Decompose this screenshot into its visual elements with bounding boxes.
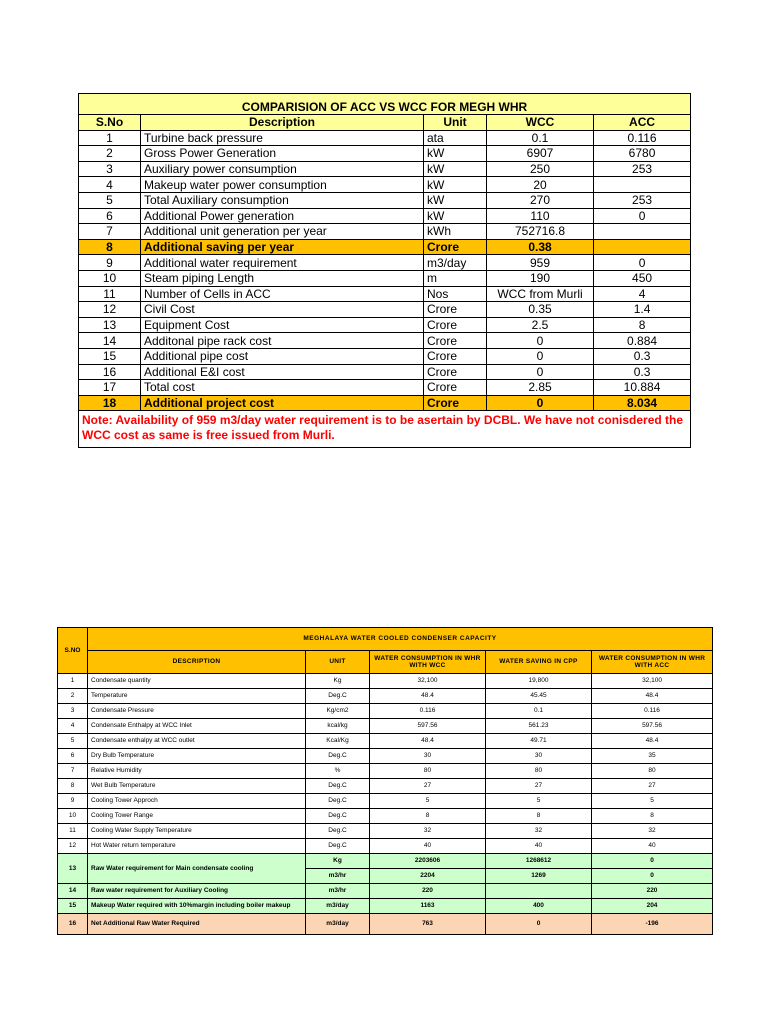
table-row-highlight: [58, 884, 713, 899]
cell-description: Condensate Enthalpy at WCC Inlet: [88, 719, 306, 734]
cell-wcc: 80: [370, 764, 486, 779]
cell-sno: 9: [79, 255, 141, 271]
cell-cpp: 8: [486, 809, 592, 824]
cell-wcc: 40: [370, 839, 486, 854]
cell-cpp: 1268612: [486, 854, 592, 869]
cell-wcc: 2.85: [487, 380, 594, 396]
table-row: [79, 317, 691, 333]
cell-cpp: 561.23: [486, 719, 592, 734]
cell-cpp: 0: [486, 914, 592, 935]
cell-description: Turbine back pressure: [141, 130, 424, 146]
cell-cpp: 30: [486, 749, 592, 764]
cell-cpp: 5: [486, 794, 592, 809]
cell-acc: 0: [592, 869, 713, 884]
cell-wcc: 0: [487, 395, 594, 411]
cell-wcc: 0: [487, 364, 594, 380]
cell-acc: 6780: [594, 146, 691, 162]
cell-unit: kW: [424, 177, 487, 193]
cell-acc: 253: [594, 192, 691, 208]
cell-description: Total Auxiliary consumption: [141, 192, 424, 208]
cell-wcc: 20: [487, 177, 594, 193]
cell-wcc: 0.1: [487, 130, 594, 146]
cell-cpp: 80: [486, 764, 592, 779]
table-row: [79, 270, 691, 286]
cell-acc: 48.4: [592, 689, 713, 704]
cell-sno: 18: [79, 395, 141, 411]
cell-unit: Crore: [424, 348, 487, 364]
cell-sno: 15: [58, 899, 88, 914]
cell-unit: m3/hr: [306, 884, 370, 899]
cell-wcc: 6907: [487, 146, 594, 162]
cell-description: Civil Cost: [141, 302, 424, 318]
cell-cpp: 1269: [486, 869, 592, 884]
cell-cpp: 40: [486, 839, 592, 854]
cell-sno: 3: [58, 704, 88, 719]
cell-sno: 11: [79, 286, 141, 302]
header-sno: S.NO: [58, 628, 88, 674]
cell-sno: 10: [58, 809, 88, 824]
cell-acc: 597.56: [592, 719, 713, 734]
cell-description: Number of Cells in ACC: [141, 286, 424, 302]
table-row: [58, 734, 713, 749]
cell-description: Makeup Water required with 10%margin including boiler makeup: [88, 899, 306, 914]
table-row: [79, 146, 691, 162]
cell-acc: 0.116: [594, 130, 691, 146]
table-row: [79, 208, 691, 224]
cell-acc: -196: [592, 914, 713, 935]
table-row: [58, 794, 713, 809]
cell-sno: 14: [58, 884, 88, 899]
cell-wcc: 190: [487, 270, 594, 286]
cell-description: Gross Power Generation: [141, 146, 424, 162]
cell-description: Relative Humidity: [88, 764, 306, 779]
cell-description: Steam piping Length: [141, 270, 424, 286]
cell-wcc: 48.4: [370, 689, 486, 704]
header-acc: WATER CONSUMPTION IN WHR WITH ACC: [592, 651, 713, 674]
cell-sno: 11: [58, 824, 88, 839]
table-row: [58, 809, 713, 824]
cell-description: Additional saving per year: [141, 239, 424, 255]
cell-unit: m: [424, 270, 487, 286]
header-acc: ACC: [594, 115, 691, 131]
cell-unit: Crore: [424, 364, 487, 380]
cell-wcc: 32: [370, 824, 486, 839]
cell-description: Additional unit generation per year: [141, 224, 424, 240]
cell-acc: 40: [592, 839, 713, 854]
cell-cpp: 49.71: [486, 734, 592, 749]
meghalaya-wcc-capacity-table: [57, 627, 713, 935]
cell-description: Makeup water power consumption: [141, 177, 424, 193]
cell-wcc: 763: [370, 914, 486, 935]
cell-cpp: [486, 884, 592, 899]
cell-acc: 0.884: [594, 333, 691, 349]
cell-description: Net Additional Raw Water Required: [88, 914, 306, 935]
cell-description: Equipment Cost: [141, 317, 424, 333]
header-row: [58, 651, 713, 674]
cell-acc: 35: [592, 749, 713, 764]
table-row: [79, 302, 691, 318]
cell-description: Additional project cost: [141, 395, 424, 411]
cell-unit: kW: [424, 161, 487, 177]
cell-cpp: 400: [486, 899, 592, 914]
header-description: Description: [141, 115, 424, 131]
cell-sno: 16: [79, 364, 141, 380]
cell-unit: Deg.C: [306, 749, 370, 764]
cell-wcc: 30: [370, 749, 486, 764]
cell-sno: 6: [79, 208, 141, 224]
cell-wcc: 597.56: [370, 719, 486, 734]
table-row: [79, 380, 691, 396]
cell-wcc: 2204: [370, 869, 486, 884]
table-row: [58, 824, 713, 839]
cell-unit: %: [306, 764, 370, 779]
cell-cpp: 32: [486, 824, 592, 839]
cell-unit: m3/day: [306, 914, 370, 935]
cell-description: Condensate Pressure: [88, 704, 306, 719]
header-wcc: WCC: [487, 115, 594, 131]
cell-sno: 14: [79, 333, 141, 349]
cell-wcc: 2203606: [370, 854, 486, 869]
header-unit: Unit: [424, 115, 487, 131]
cell-description: Additional pipe cost: [141, 348, 424, 364]
cell-description: Additional water requirement: [141, 255, 424, 271]
header-row: [79, 115, 691, 131]
cell-wcc: 0: [487, 333, 594, 349]
cell-unit: kW: [424, 208, 487, 224]
cell-wcc: 32,100: [370, 674, 486, 689]
cell-description: Total cost: [141, 380, 424, 396]
cell-description: Wet Bulb Temperature: [88, 779, 306, 794]
cell-sno: 7: [79, 224, 141, 240]
table-row: [79, 130, 691, 146]
cell-sno: 8: [58, 779, 88, 794]
cell-wcc: 110: [487, 208, 594, 224]
cell-description: Dry Bulb Temperature: [88, 749, 306, 764]
cell-description: Additonal pipe rack cost: [141, 333, 424, 349]
cell-unit: Nos: [424, 286, 487, 302]
cell-unit: kcal/kg: [306, 719, 370, 734]
cell-sno: 2: [79, 146, 141, 162]
cell-unit: Deg.C: [306, 779, 370, 794]
cell-unit: m3/hr: [306, 869, 370, 884]
cell-acc: 0.116: [592, 704, 713, 719]
table-row-highlight: [79, 239, 691, 255]
cell-wcc: 5: [370, 794, 486, 809]
table-row: [79, 177, 691, 193]
cell-unit: Crore: [424, 380, 487, 396]
cell-unit: Kg/cm2: [306, 704, 370, 719]
cell-acc: 48.4: [592, 734, 713, 749]
cell-unit: Deg.C: [306, 839, 370, 854]
cell-description: Hot Water return temperature: [88, 839, 306, 854]
cell-description: Auxiliary power consumption: [141, 161, 424, 177]
note-text: Note: Availability of 959 m3/day water requirement is to be asertain by DCBL. We have not conisdered the WCC cost as same is free issued from Murli.: [79, 411, 691, 448]
table-row-highlight: [58, 854, 713, 869]
cell-unit: m3/day: [424, 255, 487, 271]
cell-description: Cooling Water Supply Temperature: [88, 824, 306, 839]
cell-acc: 8.034: [594, 395, 691, 411]
cell-description: Raw water requirement for Auxiliary Cooling: [88, 884, 306, 899]
cell-cpp: 19,800: [486, 674, 592, 689]
cell-sno: 17: [79, 380, 141, 396]
cell-acc: 253: [594, 161, 691, 177]
cell-sno: 1: [79, 130, 141, 146]
cell-sno: 13: [58, 854, 88, 884]
cell-description: Additional E&I cost: [141, 364, 424, 380]
table-row: [58, 674, 713, 689]
cell-unit: Deg.C: [306, 824, 370, 839]
table-row: [79, 255, 691, 271]
cell-acc: 27: [592, 779, 713, 794]
cell-description: Raw Water requirement for Main condensate cooling: [88, 854, 306, 884]
cell-sno: 5: [58, 734, 88, 749]
cell-unit: Deg.C: [306, 794, 370, 809]
cell-unit: Crore: [424, 239, 487, 255]
table-row-highlight: [58, 899, 713, 914]
cell-acc: 450: [594, 270, 691, 286]
cell-unit: Crore: [424, 395, 487, 411]
table-row: [58, 704, 713, 719]
cell-acc: 0.3: [594, 364, 691, 380]
cell-acc: 8: [594, 317, 691, 333]
acc-vs-wcc-title: COMPARISION OF ACC VS WCC FOR MEGH WHR: [79, 94, 691, 115]
cell-unit: kW: [424, 192, 487, 208]
cell-acc: [594, 224, 691, 240]
cell-wcc: 0.116: [370, 704, 486, 719]
cell-unit: m3/day: [306, 899, 370, 914]
cell-sno: 7: [58, 764, 88, 779]
cell-acc: 8: [592, 809, 713, 824]
cell-unit: Kg: [306, 674, 370, 689]
cell-acc: 5: [592, 794, 713, 809]
cell-acc: 80: [592, 764, 713, 779]
table-row: [79, 333, 691, 349]
cell-unit: kW: [424, 146, 487, 162]
cell-sno: 12: [58, 839, 88, 854]
cell-acc: 32: [592, 824, 713, 839]
table-row: [79, 364, 691, 380]
cell-cpp: 0.1: [486, 704, 592, 719]
cell-acc: 220: [592, 884, 713, 899]
cell-unit: ata: [424, 130, 487, 146]
cell-sno: 8: [79, 239, 141, 255]
cell-unit: kWh: [424, 224, 487, 240]
cell-wcc: 0: [487, 348, 594, 364]
cell-wcc: 959: [487, 255, 594, 271]
table-row: [79, 348, 691, 364]
cell-acc: 10.884: [594, 380, 691, 396]
cell-unit: Kcal/Kg: [306, 734, 370, 749]
cell-wcc: 220: [370, 884, 486, 899]
cell-acc: 32,100: [592, 674, 713, 689]
header-description: DESCRIPTION: [88, 651, 306, 674]
table-row: [58, 719, 713, 734]
cell-wcc: 2.5: [487, 317, 594, 333]
cell-description: Cooling Tower Range: [88, 809, 306, 824]
cell-sno: 9: [58, 794, 88, 809]
table-row-total: [58, 914, 713, 935]
cell-description: Cooling Tower Approch: [88, 794, 306, 809]
cell-acc: [594, 177, 691, 193]
cell-sno: 2: [58, 689, 88, 704]
table-row: [79, 224, 691, 240]
cell-wcc: 752716.8: [487, 224, 594, 240]
header-wcc: WATER CONSUMPTION IN WHR WITH WCC: [370, 651, 486, 674]
cell-unit: Crore: [424, 302, 487, 318]
cell-acc: 0: [594, 208, 691, 224]
table-row: [58, 779, 713, 794]
cell-sno: 12: [79, 302, 141, 318]
cell-unit: Deg.C: [306, 689, 370, 704]
cell-wcc: WCC from Murli: [487, 286, 594, 302]
cell-sno: 4: [58, 719, 88, 734]
cell-acc: 0: [592, 854, 713, 869]
cell-sno: 16: [58, 914, 88, 935]
cell-wcc: 1163: [370, 899, 486, 914]
cell-wcc: 8: [370, 809, 486, 824]
table-row: [58, 764, 713, 779]
cell-wcc: 27: [370, 779, 486, 794]
header-unit: UNIT: [306, 651, 370, 674]
cell-wcc: 250: [487, 161, 594, 177]
header-cpp: WATER SAVING IN CPP: [486, 651, 592, 674]
acc-vs-wcc-table: [78, 93, 691, 448]
table-row: [79, 286, 691, 302]
cell-description: Temperature: [88, 689, 306, 704]
table-row: [58, 839, 713, 854]
cell-unit: Crore: [424, 317, 487, 333]
cell-description: Condensate enthalpy at WCC outlet: [88, 734, 306, 749]
cell-sno: 1: [58, 674, 88, 689]
cell-wcc: 0.35: [487, 302, 594, 318]
table-row: [79, 161, 691, 177]
table-row: [79, 192, 691, 208]
cell-description: Condensate quantity: [88, 674, 306, 689]
cell-acc: 0.3: [594, 348, 691, 364]
cell-sno: 5: [79, 192, 141, 208]
cell-sno: 4: [79, 177, 141, 193]
cell-unit: Crore: [424, 333, 487, 349]
header-sno: S.No: [79, 115, 141, 131]
cell-acc: 0: [594, 255, 691, 271]
cell-unit: Deg.C: [306, 809, 370, 824]
cell-wcc: 0.38: [487, 239, 594, 255]
cell-sno: 13: [79, 317, 141, 333]
cell-sno: 6: [58, 749, 88, 764]
cell-cpp: 27: [486, 779, 592, 794]
table-row: [58, 689, 713, 704]
cell-acc: 1.4: [594, 302, 691, 318]
table-row-highlight: [79, 395, 691, 411]
cell-sno: 15: [79, 348, 141, 364]
table-row: [58, 749, 713, 764]
cell-wcc: 270: [487, 192, 594, 208]
cell-acc: 4: [594, 286, 691, 302]
cell-wcc: 48.4: [370, 734, 486, 749]
cell-acc: [594, 239, 691, 255]
meghalaya-title: MEGHALAYA WATER COOLED CONDENSER CAPACITY: [88, 628, 713, 651]
cell-description: Additional Power generation: [141, 208, 424, 224]
cell-unit: Kg: [306, 854, 370, 869]
cell-sno: 3: [79, 161, 141, 177]
cell-sno: 10: [79, 270, 141, 286]
cell-acc: 204: [592, 899, 713, 914]
cell-cpp: 45.45: [486, 689, 592, 704]
